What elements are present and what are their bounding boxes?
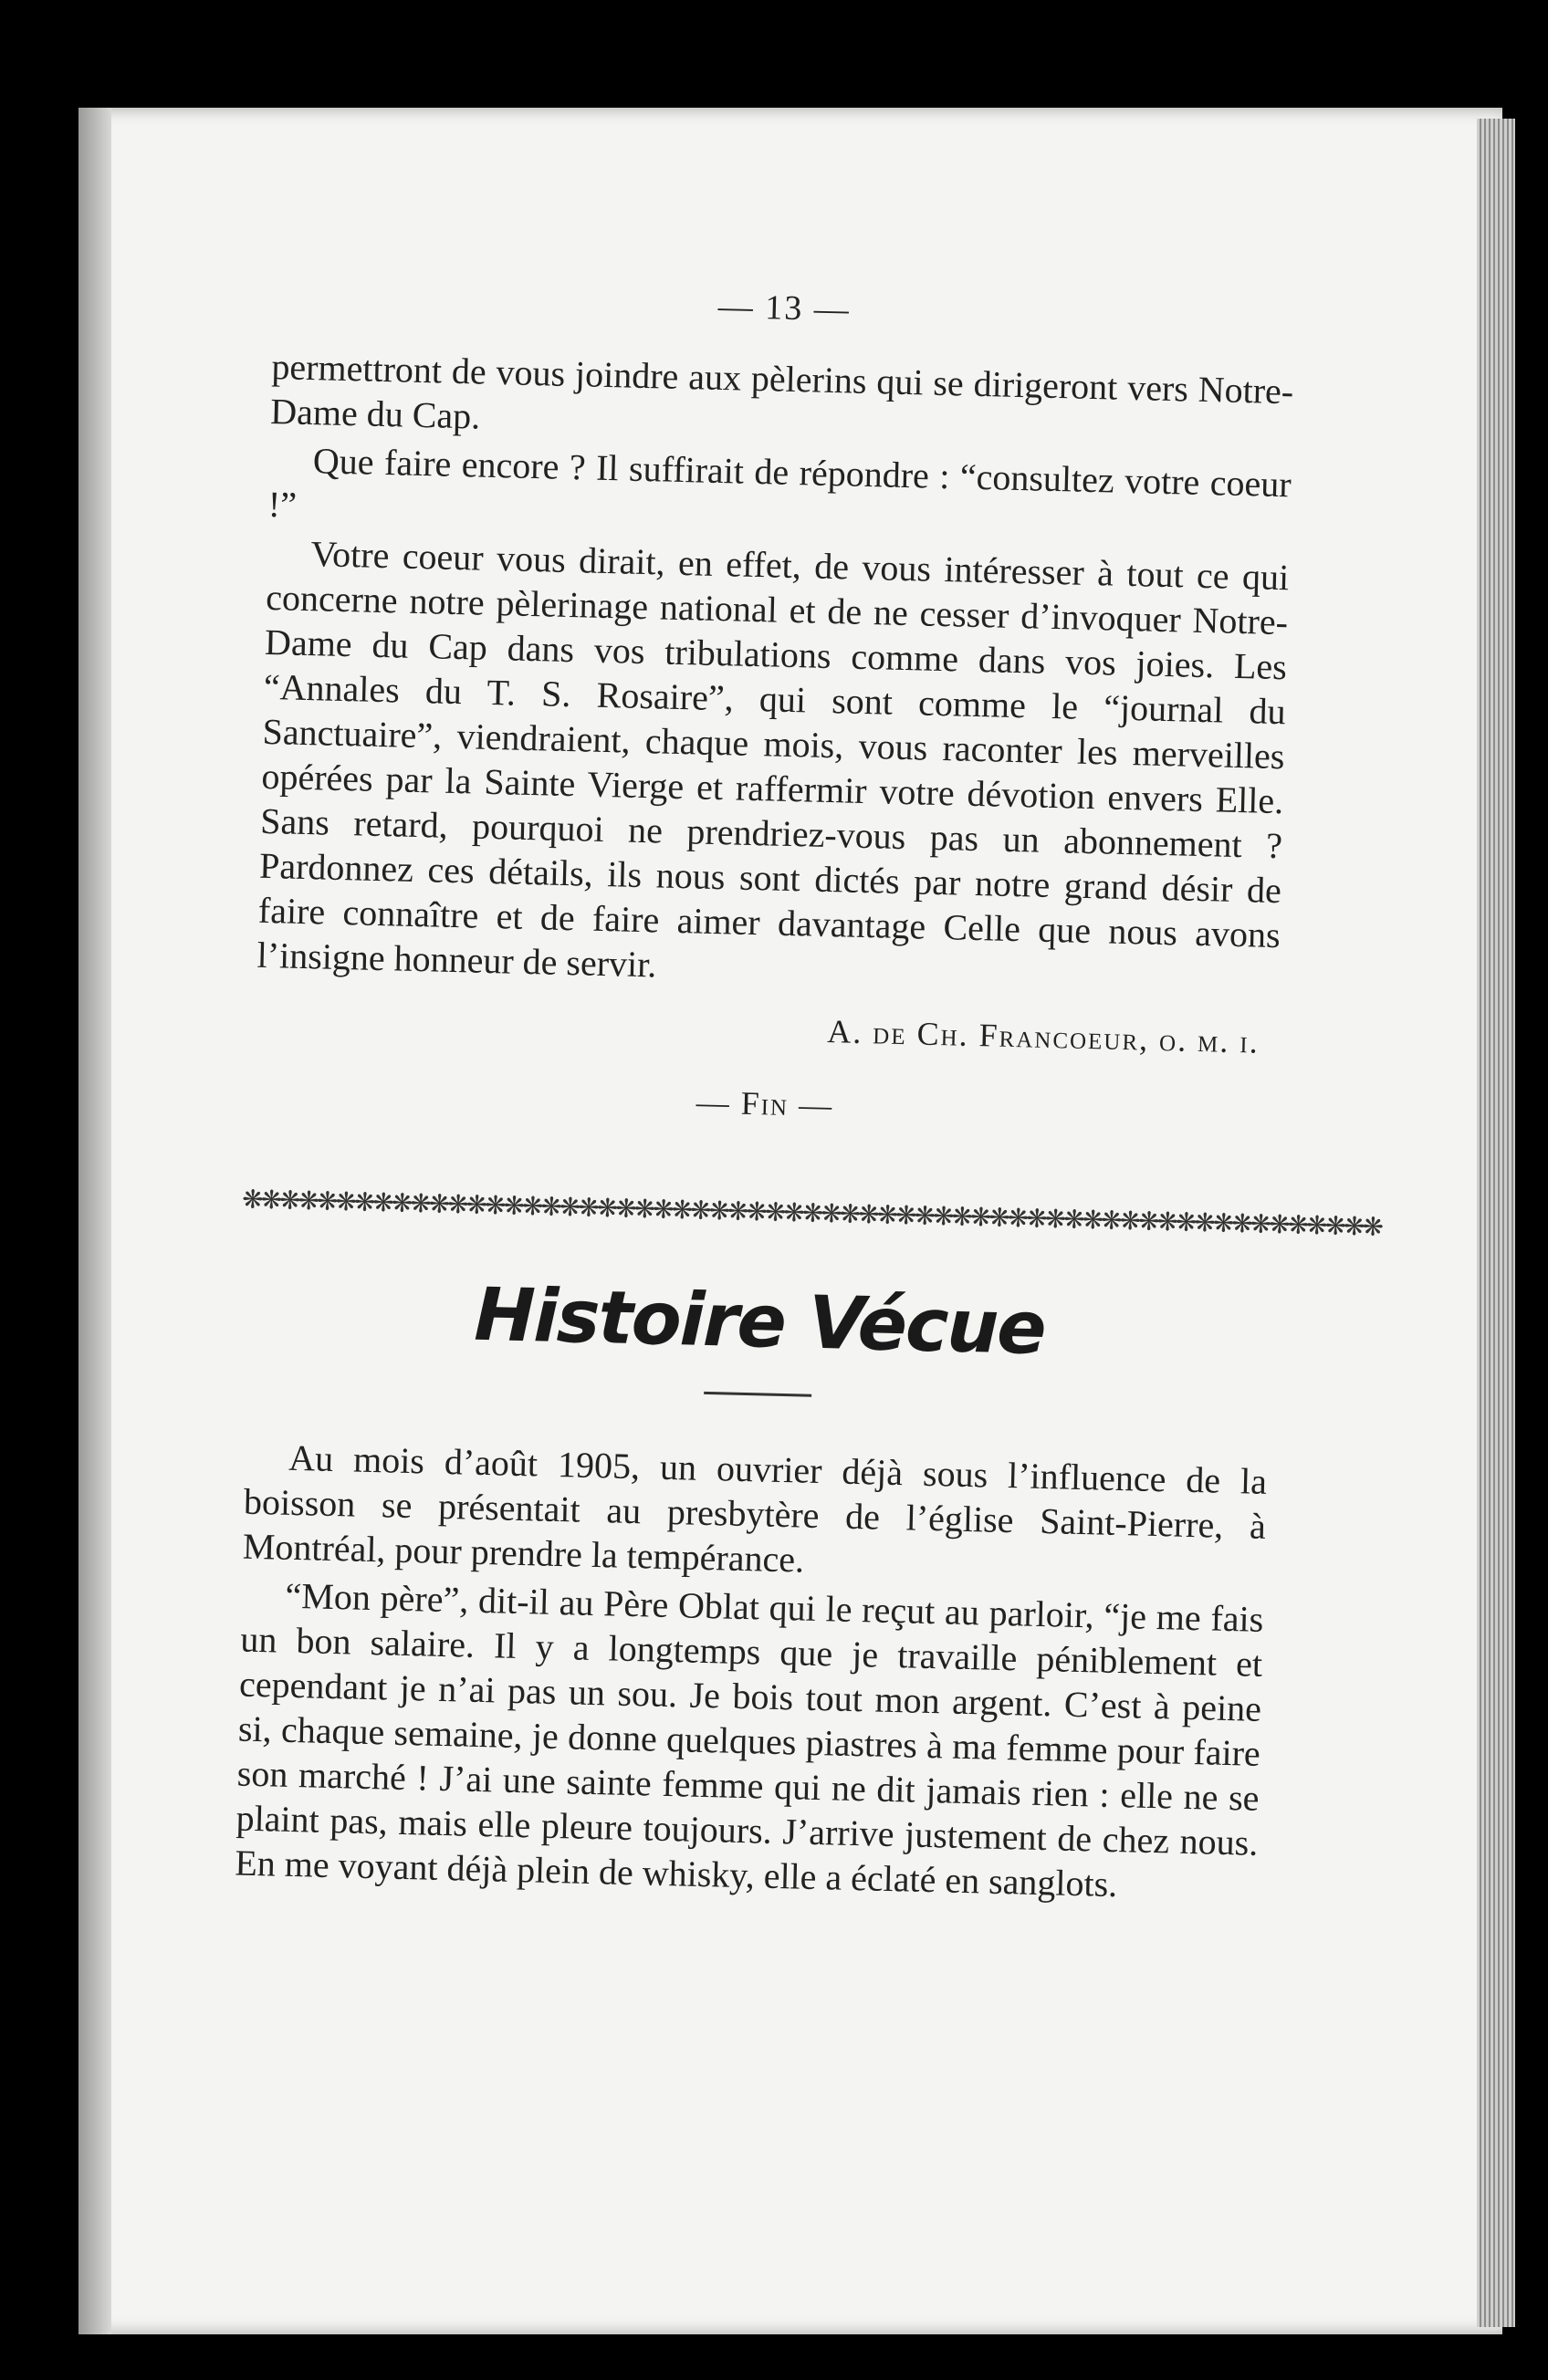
page-number: — 13 — (717, 287, 852, 329)
section-title: Histoire Vécue (473, 1271, 1046, 1371)
paragraph: Votre coeur vous dirait, en effet, de vous intéresser à tout ce qui concerne notre pèlerinage national et de ne cesser d’invoquer Notre-Dame du Cap dans vos tribulations comme dans vos joies. Les “Annales du T. S. Rosaire”, qui sont comme le “journal du Sanctuaire”, viendraient, chaque mois, vous raconter les merveilles opérées par la Sainte Vierge et raffermir votre dévotion envers Elle. Sans retard, pourquoi ne prendriez-vous pas un abonnement ? Pardonnez ces détails, ils nous sont dictés par notre grand désir de faire connaître et de faire aimer davantage Celle que nous avons l’insigne honneur de servir. (256, 533, 1290, 986)
title-rule (704, 1392, 811, 1397)
end-marker: — Fin — (696, 1083, 834, 1124)
paragraph-continuation: permettront de vous joindre aux pèlerins qui se dirigeront vers Notre-Dame du Cap. (269, 345, 1294, 437)
page-content (234, 274, 1382, 1914)
ornamental-divider: ❋❋❋❋❋❋❋❋❋❋❋❋❋❋❋❋❋❋❋❋❋❋❋❋❋❋❋❋❋❋❋❋❋❋❋❋❋❋❋❋❋❋❋❋❋❋❋❋❋❋❋❋❋❋❋❋❋❋❋❋❋ (241, 1185, 1382, 1242)
page-stack-edge (1477, 119, 1515, 2327)
paragraph: Au mois d’août 1905, un ouvrier déjà sous l’influence de la boisson se présentait au presbytère de l’église Saint-Pierre, à Montréal, pour prendre la tempérance. (242, 1436, 1268, 1581)
paragraph: “Mon père”, dit-il au Père Oblat qui le reçut au parloir, “je me fais un bon salaire. Il y a longtemps que je travaille péniblement et cependant je n’ai pas un sou. Je bois tout mon argent. C’est à peine si, chaque semaine, je donne quelques piastres à ma femme pour faire son marché ! J’ai une sainte femme qui ne dit jamais rien : elle ne se plaint pas, mais elle pleure toujours. J’arrive justement de chez nous. En me voyant déjà plein de whisky, elle a éclaté en sanglots. (234, 1574, 1264, 1905)
author-signature: A. de Ch. Francoeur, o. m. i. (826, 1013, 1260, 1060)
paragraph: Que faire encore ? Il suffirait de répondre : “consultez votre coeur !” (267, 440, 1292, 526)
page-gutter-shadow (78, 108, 111, 2334)
